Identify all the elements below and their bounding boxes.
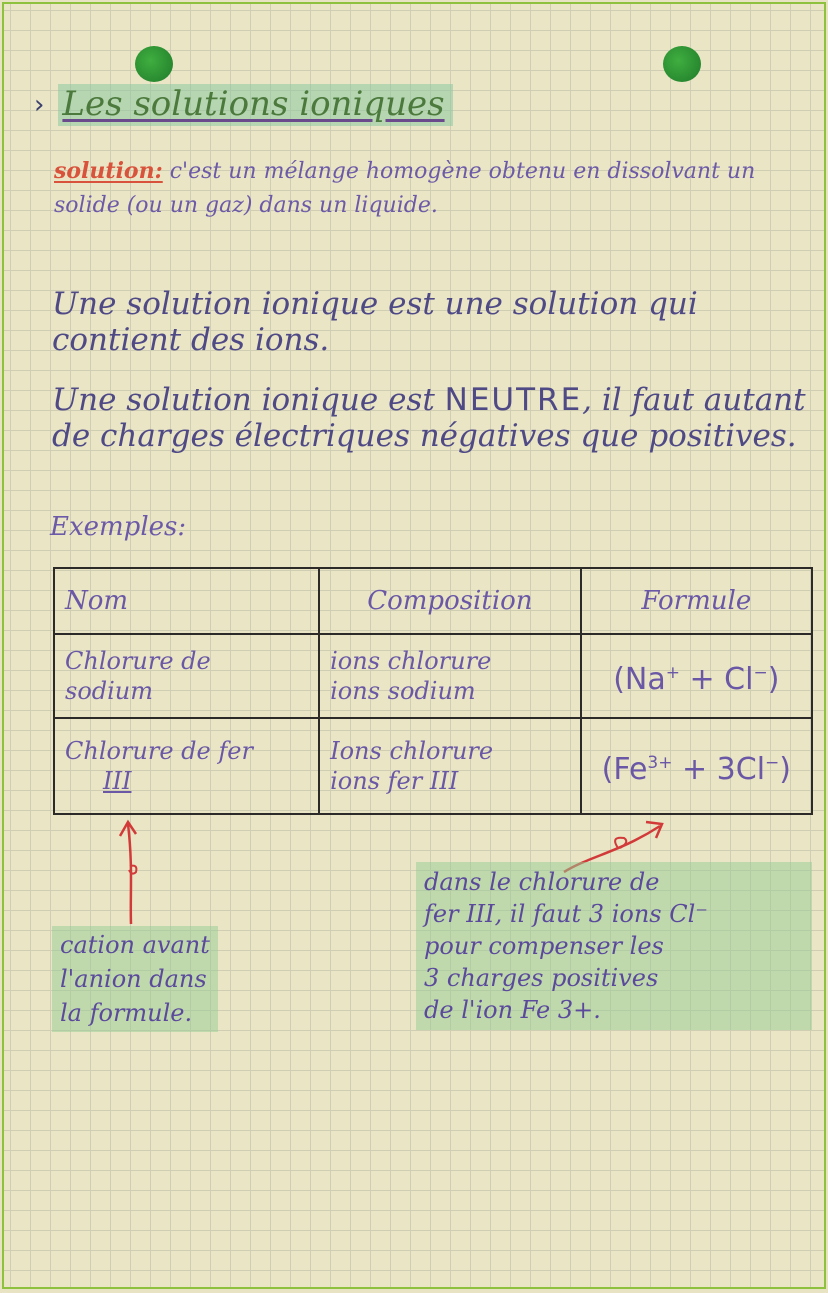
table-cell-formula: [581, 718, 812, 814]
notebook-page: [2, 2, 826, 1289]
name-line: sodium: [65, 677, 154, 705]
formula-charge: −: [753, 662, 768, 683]
table-cell-composition: [319, 718, 581, 814]
formula-part: + Cl: [679, 661, 754, 697]
title-row: [34, 84, 453, 126]
formula-charge: +: [665, 662, 680, 683]
composition-line: Ions chlorure: [330, 737, 494, 765]
table-cell-composition: [319, 634, 581, 718]
paragraph-neutral-after: , il faut autant de charges électriques négatives que positives.: [52, 382, 806, 454]
definition-text: c'est un mélange homogène obtenu en dissolvant un solide (ou un gaz) dans un liquide.: [54, 159, 756, 218]
formula-part: (Fe: [601, 751, 648, 787]
table-row: [54, 634, 812, 718]
formula-part: ): [779, 751, 792, 787]
page-title: Les solutions ioniques: [58, 84, 452, 126]
table-cell-name: [54, 718, 319, 814]
composition-line: ions chlorure: [330, 647, 492, 675]
formula-part: + 3Cl: [672, 751, 766, 787]
neutre-word: NEUTRE: [444, 382, 583, 418]
note-line: 3 charges positives: [424, 964, 659, 992]
note-line: de l'ion Fe 3+.: [424, 996, 601, 1024]
name-line: III: [103, 767, 132, 795]
table-header-row: [54, 568, 812, 634]
name-line: Chlorure de: [65, 647, 211, 675]
formula-part: ): [767, 661, 780, 697]
paragraph-ions: Une solution ionique est une solution qui contient des ions.: [52, 286, 698, 358]
up-arrow-icon: [116, 816, 146, 926]
paragraph-neutral-before: Une solution ionique est: [52, 382, 435, 418]
note-cation-before-anion: [52, 926, 218, 1032]
composition-line: ions sodium: [330, 677, 476, 705]
formula-charge: −: [765, 752, 780, 773]
note-line: l'anion dans: [60, 965, 207, 993]
table-row: [54, 718, 812, 814]
table-cell-formula: [581, 634, 812, 718]
note-iron-chloride: [416, 862, 812, 1030]
table-header-formula: Formule: [581, 568, 812, 634]
binder-hole-right: [663, 46, 701, 82]
note-line: dans le chlorure de: [424, 868, 660, 896]
note-line: cation avant: [60, 931, 210, 959]
table-header-composition: Composition: [319, 568, 581, 634]
note-line: la formule.: [60, 999, 193, 1027]
note-line: fer III, il faut 3 ions Cl⁻: [424, 900, 708, 928]
note-line: pour compenser les: [424, 932, 664, 960]
examples-label: Exemples:: [50, 512, 187, 542]
formula-part: (Na: [613, 661, 666, 697]
examples-table: [53, 567, 813, 815]
paragraph-neutral: [52, 382, 812, 454]
definition: [54, 154, 794, 223]
formula-charge: 3+: [647, 752, 673, 773]
table-header-name: Nom: [54, 568, 319, 634]
definition-keyword: solution:: [54, 158, 163, 184]
table-cell-name: [54, 634, 319, 718]
chevron-right-icon: ›: [34, 90, 45, 120]
composition-line: ions fer III: [330, 767, 459, 795]
binder-hole-left: [135, 46, 173, 82]
name-line: Chlorure de fer: [65, 737, 253, 765]
